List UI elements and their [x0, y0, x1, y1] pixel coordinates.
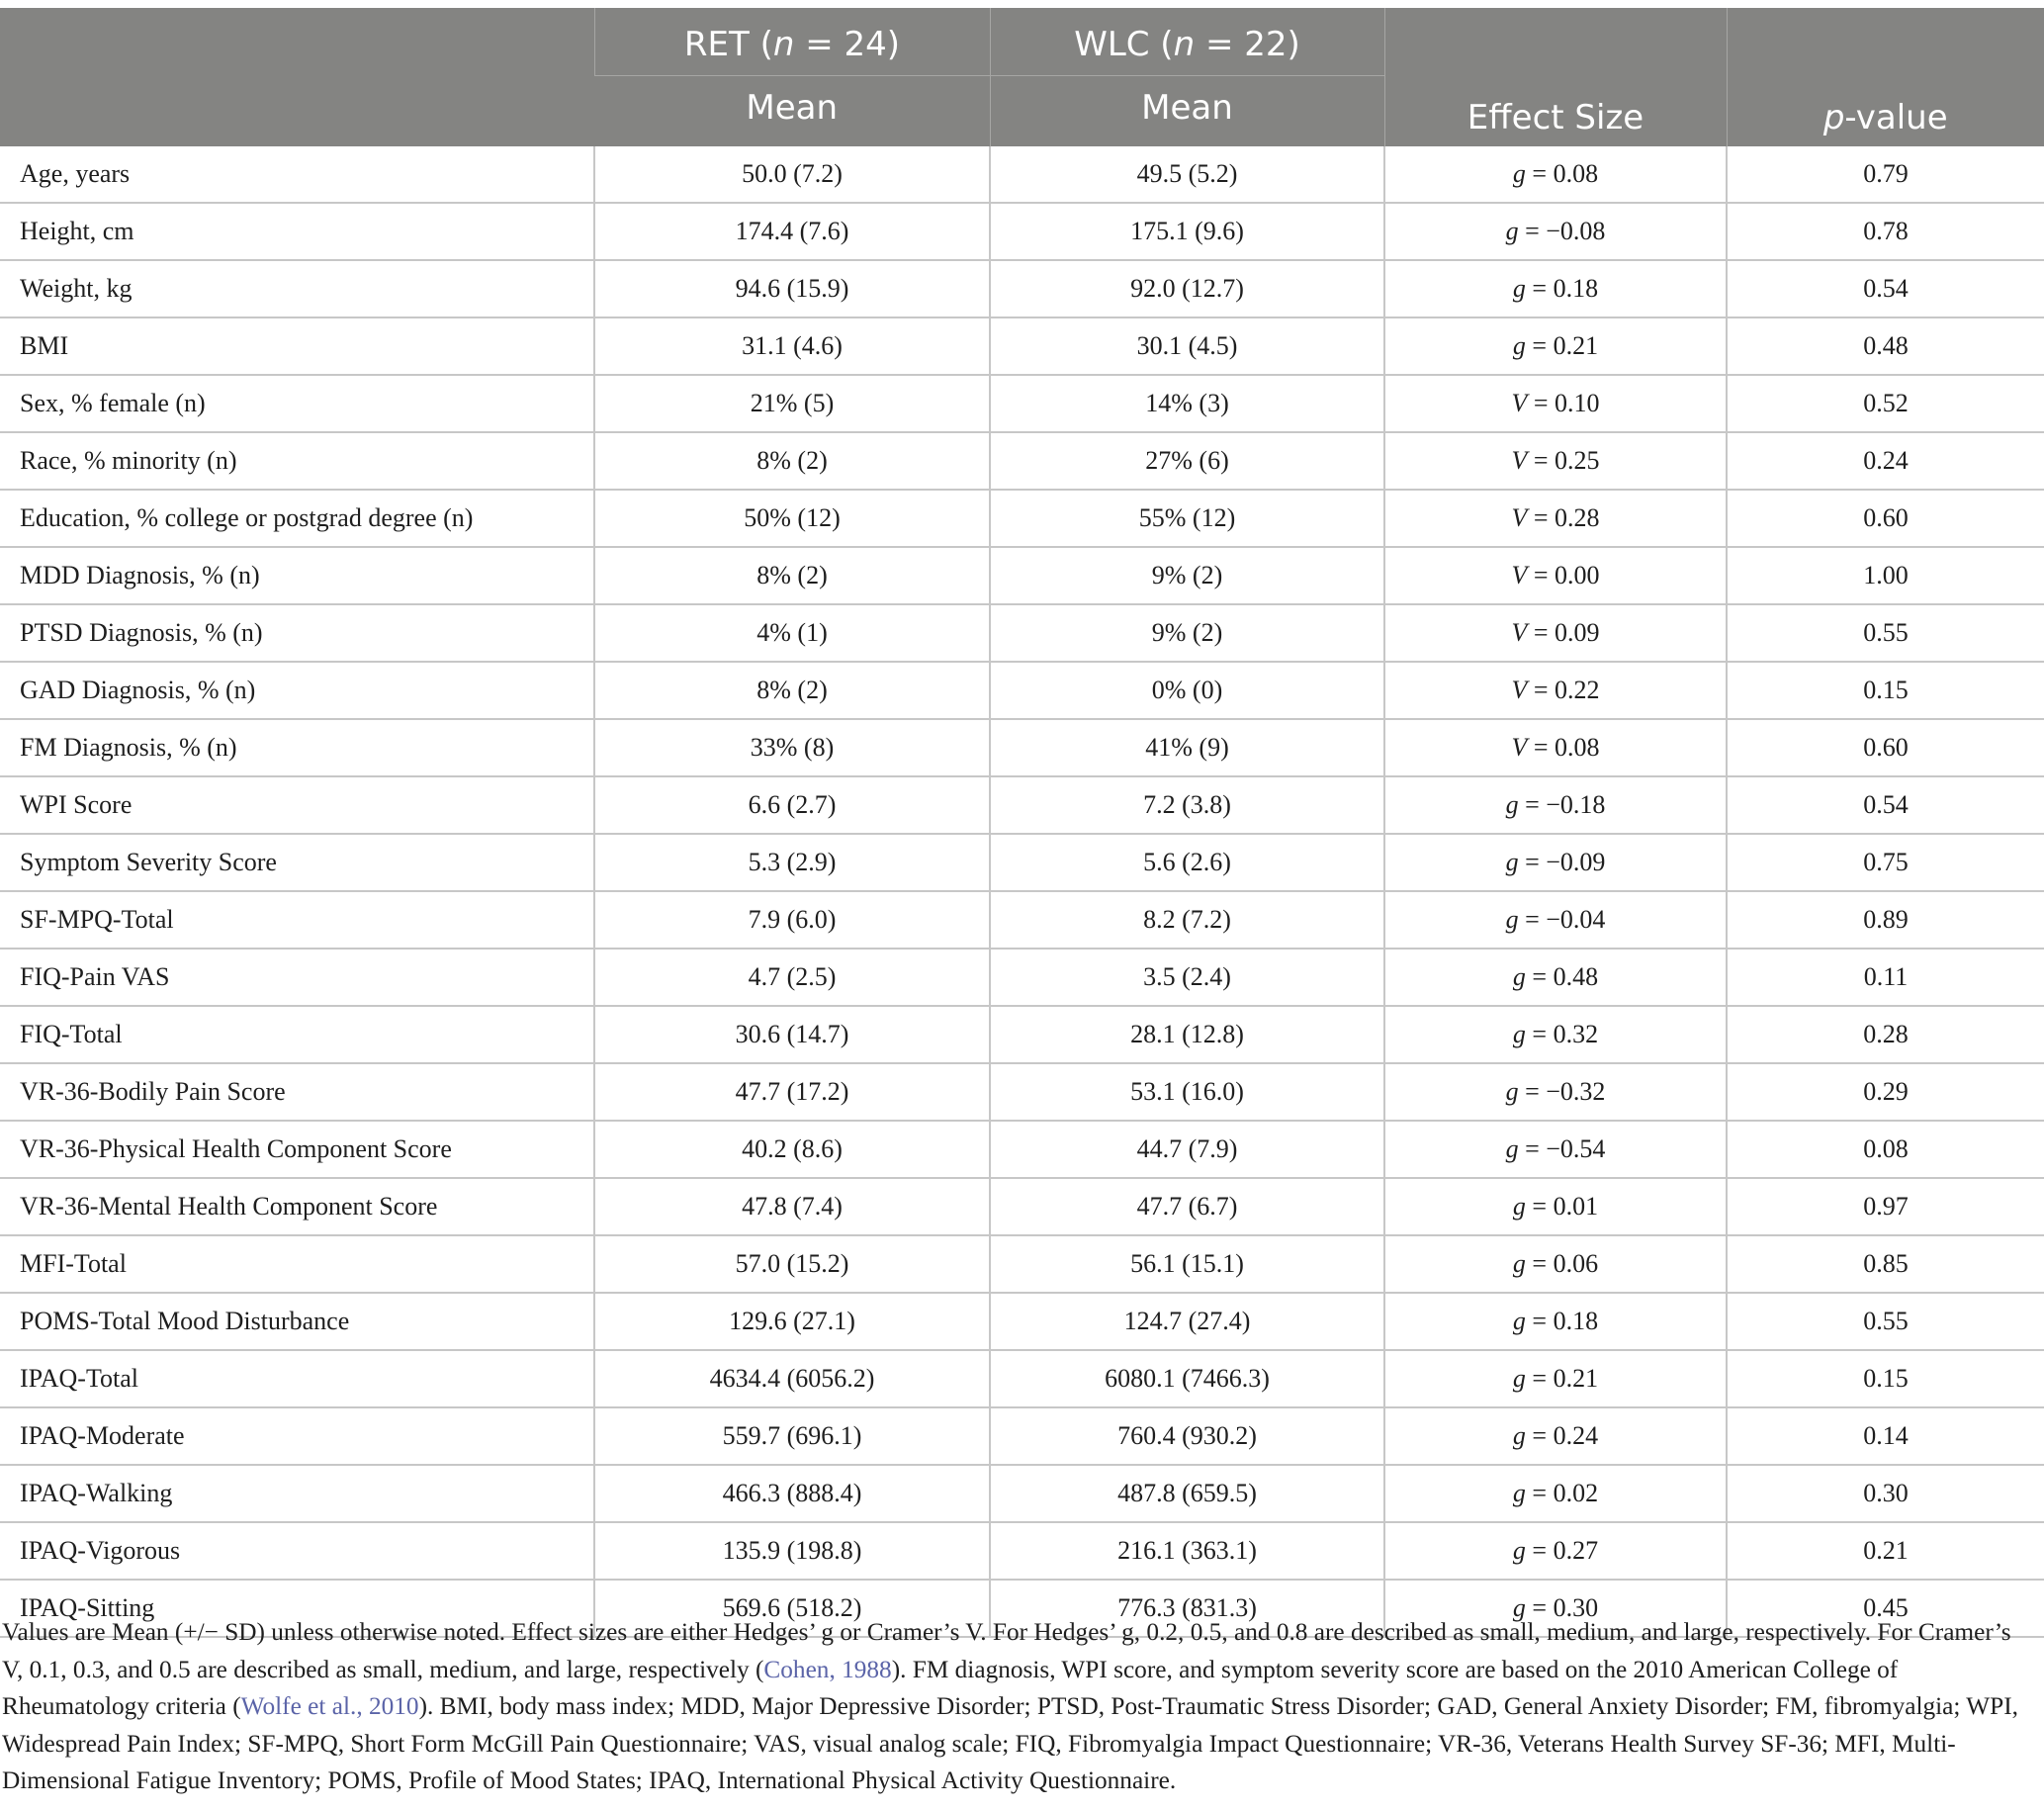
p-value-cell: 0.52	[1727, 375, 2044, 432]
row-label: GAD Diagnosis, % (n)	[0, 662, 594, 719]
effect-size-cell: V = 0.25	[1384, 432, 1727, 490]
table-row	[0, 203, 2044, 260]
effect-size-cell: g = 0.21	[1384, 317, 1727, 375]
p-value-cell: 0.08	[1727, 1121, 2044, 1178]
citation-link-cohen[interactable]: Cohen, 1988	[763, 1655, 892, 1683]
wlc-mean-cell: 487.8 (659.5)	[990, 1465, 1384, 1522]
ret-group-header: RET (n = 24)	[594, 8, 990, 76]
effect-size-cell: g = −0.18	[1384, 776, 1727, 834]
p-value-cell: 0.11	[1727, 949, 2044, 1006]
wlc-mean-cell: 28.1 (12.8)	[990, 1006, 1384, 1063]
row-label: PTSD Diagnosis, % (n)	[0, 604, 594, 662]
p-value-cell: 0.15	[1727, 662, 2044, 719]
ret-mean-cell: 569.6 (518.2)	[594, 1580, 990, 1637]
row-label: MFI-Total	[0, 1235, 594, 1293]
wlc-mean-cell: 55% (12)	[990, 490, 1384, 547]
table-row	[0, 949, 2044, 1006]
effect-size-cell: g = −0.32	[1384, 1063, 1727, 1121]
table-row	[0, 1178, 2044, 1235]
ret-mean-cell: 31.1 (4.6)	[594, 317, 990, 375]
table-row	[0, 1293, 2044, 1350]
wlc-mean-cell: 216.1 (363.1)	[990, 1522, 1384, 1580]
p-value-cell: 0.60	[1727, 490, 2044, 547]
effect-size-cell: V = 0.09	[1384, 604, 1727, 662]
row-label: Symptom Severity Score	[0, 834, 594, 891]
effect-size-header: Effect Size	[1384, 8, 1727, 146]
table-row	[0, 490, 2044, 547]
row-label: Race, % minority (n)	[0, 432, 594, 490]
table-row	[0, 1350, 2044, 1407]
wlc-mean-cell: 6080.1 (7466.3)	[990, 1350, 1384, 1407]
table-row	[0, 1006, 2044, 1063]
ret-mean-cell: 21% (5)	[594, 375, 990, 432]
table-row	[0, 776, 2044, 834]
ret-mean-cell: 174.4 (7.6)	[594, 203, 990, 260]
table-row	[0, 260, 2044, 317]
wlc-mean-cell: 92.0 (12.7)	[990, 260, 1384, 317]
row-label: IPAQ-Sitting	[0, 1580, 594, 1637]
table-row	[0, 834, 2044, 891]
table-header-row-1	[0, 8, 2044, 76]
effect-size-cell: g = 0.06	[1384, 1235, 1727, 1293]
table-row	[0, 375, 2044, 432]
effect-size-cell: V = 0.28	[1384, 490, 1727, 547]
wlc-mean-cell: 14% (3)	[990, 375, 1384, 432]
table-row	[0, 1465, 2044, 1522]
effect-size-cell: g = −0.08	[1384, 203, 1727, 260]
effect-size-cell: g = −0.09	[1384, 834, 1727, 891]
wlc-mean-cell: 760.4 (930.2)	[990, 1407, 1384, 1465]
row-label: VR-36-Bodily Pain Score	[0, 1063, 594, 1121]
effect-size-cell: g = −0.04	[1384, 891, 1727, 949]
table-row	[0, 432, 2044, 490]
table-row	[0, 662, 2044, 719]
row-label-header	[0, 8, 594, 146]
citation-link-wolfe[interactable]: Wolfe et al., 2010	[240, 1692, 419, 1720]
wlc-mean-cell: 49.5 (5.2)	[990, 146, 1384, 203]
footnote-text-3: ). BMI, body mass index; MDD, Major Depressive Disorder; PTSD, Post-Traumatic Stress Disorder; GAD, General Anxiety Disorder; FM, fibromyalgia; WPI, Widespread Pain Index; SF-MPQ, Short Form McGill Pain Questionnaire; VAS, visual analog scale; FIQ, Fibromyalgia Impact Questionnaire; VR-36, Veterans Health Survey SF-36; MFI, Multi-Dimensional Fatigue Inventory; POMS, Profile of Mood States; IPAQ, International Physical Activity Questionnaire.	[2, 1692, 2018, 1794]
ret-mean-cell: 129.6 (27.1)	[594, 1293, 990, 1350]
wlc-mean-cell: 8.2 (7.2)	[990, 891, 1384, 949]
row-label: SF-MPQ-Total	[0, 891, 594, 949]
effect-size-cell: g = 0.21	[1384, 1350, 1727, 1407]
p-value-cell: 0.60	[1727, 719, 2044, 776]
effect-size-cell: g = 0.27	[1384, 1522, 1727, 1580]
ret-mean-cell: 57.0 (15.2)	[594, 1235, 990, 1293]
effect-size-cell: g = 0.18	[1384, 1293, 1727, 1350]
effect-size-cell: g = 0.48	[1384, 949, 1727, 1006]
table-row	[0, 547, 2044, 604]
row-label: VR-36-Mental Health Component Score	[0, 1178, 594, 1235]
wlc-mean-cell: 30.1 (4.5)	[990, 317, 1384, 375]
table-row	[0, 1063, 2044, 1121]
ret-mean-cell: 30.6 (14.7)	[594, 1006, 990, 1063]
table-row	[0, 1522, 2044, 1580]
table-row	[0, 317, 2044, 375]
wlc-mean-cell: 175.1 (9.6)	[990, 203, 1384, 260]
ret-mean-cell: 94.6 (15.9)	[594, 260, 990, 317]
p-value-cell: 0.89	[1727, 891, 2044, 949]
p-value-cell: 0.79	[1727, 146, 2044, 203]
ret-mean-cell: 8% (2)	[594, 662, 990, 719]
table-row	[0, 146, 2044, 203]
wlc-mean-cell: 9% (2)	[990, 547, 1384, 604]
wlc-mean-cell: 124.7 (27.4)	[990, 1293, 1384, 1350]
effect-size-cell: g = 0.24	[1384, 1407, 1727, 1465]
wlc-mean-cell: 47.7 (6.7)	[990, 1178, 1384, 1235]
row-label: IPAQ-Vigorous	[0, 1522, 594, 1580]
row-label: FIQ-Pain VAS	[0, 949, 594, 1006]
p-value-cell: 0.45	[1727, 1580, 2044, 1637]
p-value-cell: 0.97	[1727, 1178, 2044, 1235]
p-value-cell: 0.30	[1727, 1465, 2044, 1522]
row-label: IPAQ-Walking	[0, 1465, 594, 1522]
p-value-header: p-value	[1727, 8, 2044, 146]
footnote-text-2: ). FM diagnosis, WPI score, and symptom severity score are based on the 2010 American College of Rheumatology criteria (	[2, 1655, 1899, 1720]
wlc-mean-cell: 9% (2)	[990, 604, 1384, 662]
ret-mean-cell: 50% (12)	[594, 490, 990, 547]
wlc-mean-cell: 27% (6)	[990, 432, 1384, 490]
row-label: FIQ-Total	[0, 1006, 594, 1063]
row-label: Age, years	[0, 146, 594, 203]
ret-mean-cell: 6.6 (2.7)	[594, 776, 990, 834]
row-label: Sex, % female (n)	[0, 375, 594, 432]
effect-size-cell: g = 0.18	[1384, 260, 1727, 317]
row-label: BMI	[0, 317, 594, 375]
p-value-cell: 1.00	[1727, 547, 2044, 604]
ret-mean-cell: 47.8 (7.4)	[594, 1178, 990, 1235]
effect-size-cell: V = 0.08	[1384, 719, 1727, 776]
wlc-mean-cell: 56.1 (15.1)	[990, 1235, 1384, 1293]
ret-mean-cell: 47.7 (17.2)	[594, 1063, 990, 1121]
ret-mean-cell: 50.0 (7.2)	[594, 146, 990, 203]
table-row	[0, 604, 2044, 662]
wlc-mean-cell: 0% (0)	[990, 662, 1384, 719]
p-value-cell: 0.75	[1727, 834, 2044, 891]
p-value-cell: 0.14	[1727, 1407, 2044, 1465]
wlc-mean-cell: 53.1 (16.0)	[990, 1063, 1384, 1121]
p-value-cell: 0.29	[1727, 1063, 2044, 1121]
p-value-cell: 0.24	[1727, 432, 2044, 490]
row-label: VR-36-Physical Health Component Score	[0, 1121, 594, 1178]
effect-size-cell: V = 0.00	[1384, 547, 1727, 604]
ret-mean-cell: 33% (8)	[594, 719, 990, 776]
effect-size-cell: g = 0.08	[1384, 146, 1727, 203]
table-body	[0, 146, 2044, 1637]
table-row	[0, 1121, 2044, 1178]
ret-mean-cell: 466.3 (888.4)	[594, 1465, 990, 1522]
wlc-mean-header: Mean	[990, 76, 1384, 147]
wlc-mean-cell: 7.2 (3.8)	[990, 776, 1384, 834]
row-label: Education, % college or postgrad degree (n)	[0, 490, 594, 547]
ret-mean-cell: 8% (2)	[594, 547, 990, 604]
p-value-cell: 0.54	[1727, 260, 2044, 317]
wlc-group-header: WLC (n = 22)	[990, 8, 1384, 76]
p-value-cell: 0.54	[1727, 776, 2044, 834]
p-value-cell: 0.48	[1727, 317, 2044, 375]
footnote-text-1: Values are Mean (+/− SD) unless otherwise noted. Effect sizes are either Hedges’ g or Cramer’s V. For Hedges’ g, 0.2, 0.5, and 0.8 are described as small, medium, and large, respectively. For Cramer’s V, 0.1, 0.3, and 0.5 are described as small, medium, and large, respectively (	[2, 1618, 2011, 1683]
effect-size-cell: g = 0.30	[1384, 1580, 1727, 1637]
baseline-characteristics-table	[0, 8, 2044, 1638]
p-value-cell: 0.78	[1727, 203, 2044, 260]
effect-size-cell: g = −0.54	[1384, 1121, 1727, 1178]
ret-mean-cell: 7.9 (6.0)	[594, 891, 990, 949]
p-value-cell: 0.55	[1727, 1293, 2044, 1350]
row-label: IPAQ-Total	[0, 1350, 594, 1407]
effect-size-cell: V = 0.22	[1384, 662, 1727, 719]
effect-size-cell: g = 0.02	[1384, 1465, 1727, 1522]
wlc-mean-cell: 776.3 (831.3)	[990, 1580, 1384, 1637]
effect-size-cell: g = 0.01	[1384, 1178, 1727, 1235]
p-value-cell: 0.21	[1727, 1522, 2044, 1580]
p-value-cell: 0.28	[1727, 1006, 2044, 1063]
table-row	[0, 719, 2044, 776]
row-label: POMS-Total Mood Disturbance	[0, 1293, 594, 1350]
ret-mean-cell: 40.2 (8.6)	[594, 1121, 990, 1178]
wlc-mean-cell: 3.5 (2.4)	[990, 949, 1384, 1006]
table-row	[0, 891, 2044, 949]
row-label: MDD Diagnosis, % (n)	[0, 547, 594, 604]
table-footnote	[2, 1614, 2029, 1800]
effect-size-cell: V = 0.10	[1384, 375, 1727, 432]
table-row	[0, 1235, 2044, 1293]
row-label: WPI Score	[0, 776, 594, 834]
ret-mean-cell: 135.9 (198.8)	[594, 1522, 990, 1580]
ret-mean-cell: 559.7 (696.1)	[594, 1407, 990, 1465]
p-value-cell: 0.55	[1727, 604, 2044, 662]
wlc-mean-cell: 41% (9)	[990, 719, 1384, 776]
wlc-mean-cell: 5.6 (2.6)	[990, 834, 1384, 891]
p-value-cell: 0.15	[1727, 1350, 2044, 1407]
ret-mean-cell: 4634.4 (6056.2)	[594, 1350, 990, 1407]
ret-mean-cell: 4% (1)	[594, 604, 990, 662]
row-label: FM Diagnosis, % (n)	[0, 719, 594, 776]
row-label: IPAQ-Moderate	[0, 1407, 594, 1465]
ret-mean-cell: 5.3 (2.9)	[594, 834, 990, 891]
effect-size-cell: g = 0.32	[1384, 1006, 1727, 1063]
row-label: Weight, kg	[0, 260, 594, 317]
p-value-cell: 0.85	[1727, 1235, 2044, 1293]
ret-mean-header: Mean	[594, 76, 990, 147]
row-label: Height, cm	[0, 203, 594, 260]
ret-mean-cell: 4.7 (2.5)	[594, 949, 990, 1006]
ret-mean-cell: 8% (2)	[594, 432, 990, 490]
table-row	[0, 1407, 2044, 1465]
wlc-mean-cell: 44.7 (7.9)	[990, 1121, 1384, 1178]
